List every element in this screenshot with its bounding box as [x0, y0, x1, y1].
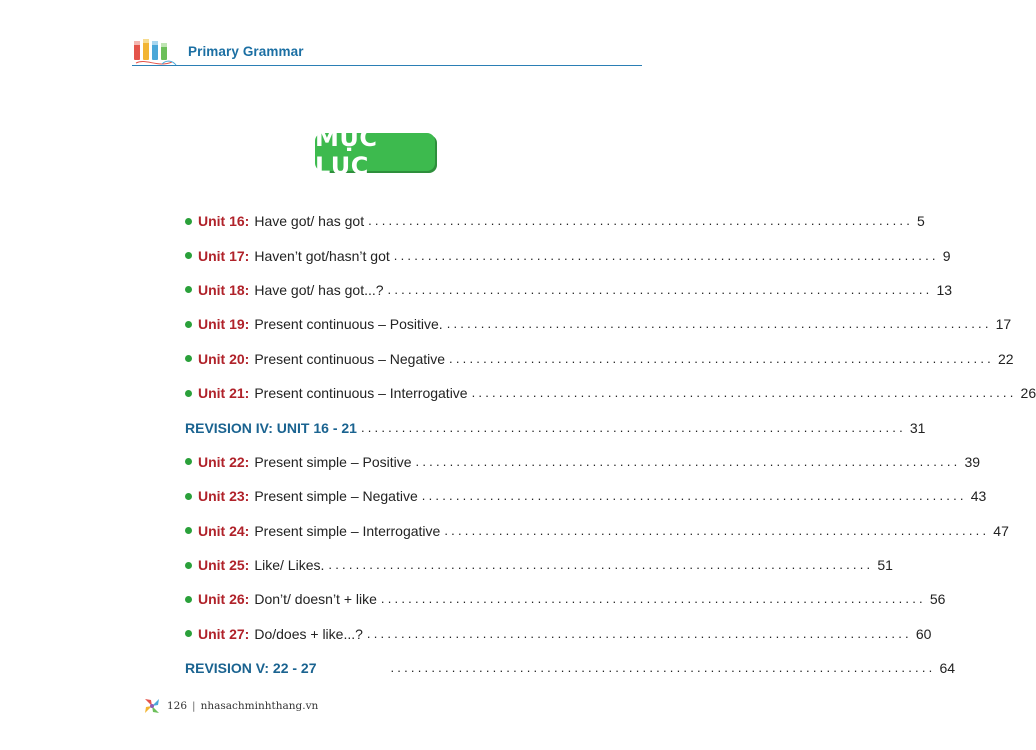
bullet-icon	[185, 630, 192, 637]
unit-label: Unit 20:	[198, 350, 250, 367]
table-of-contents	[185, 204, 1036, 685]
page-number: 56	[929, 591, 946, 608]
toc-entry	[185, 376, 1036, 410]
bullet-icon	[185, 596, 192, 603]
unit-topic: Do/does + like...?	[254, 625, 363, 642]
dot-leader: ................................................................................	[390, 660, 936, 676]
publisher-logo-icon	[143, 697, 161, 715]
dot-leader: ................................................................................	[415, 453, 961, 469]
unit-label: Unit 21:	[198, 385, 250, 402]
toc-entry	[185, 514, 1009, 548]
unit-label: Unit 17:	[198, 247, 250, 264]
bullet-icon	[185, 493, 192, 500]
unit-topic: Present simple – Interrogative	[254, 522, 441, 539]
page-number: 64	[939, 660, 956, 677]
page-number: 17	[995, 316, 1012, 333]
page-number: 13	[936, 281, 953, 298]
bullet-icon	[185, 458, 192, 465]
dot-leader: ................................................................................	[387, 281, 933, 297]
header-divider	[132, 65, 642, 66]
toc-entry	[185, 238, 951, 272]
footer-page-number: 126	[167, 700, 188, 712]
unit-topic: Present continuous – Interrogative	[254, 385, 468, 402]
unit-label: Unit 18:	[198, 281, 250, 298]
dot-leader: ................................................................................	[446, 316, 992, 332]
page-number: 60	[915, 625, 932, 642]
dot-leader: ................................................................................	[366, 625, 912, 641]
toc-entry	[185, 582, 946, 616]
footer-separator: |	[192, 700, 196, 712]
dot-leader: ................................................................................	[328, 557, 874, 573]
toc-entry	[185, 307, 1012, 341]
toc-entry	[185, 617, 932, 651]
bullet-icon	[185, 286, 192, 293]
bullet-icon	[185, 218, 192, 225]
page-number: 22	[997, 350, 1014, 367]
bullet-icon	[185, 527, 192, 534]
bullet-icon	[185, 355, 192, 362]
page-number: 31	[909, 419, 926, 436]
unit-label: Unit 23:	[198, 488, 250, 505]
unit-topic: Present simple – Negative	[254, 488, 418, 505]
revision-label: REVISION V: 22 - 27	[185, 660, 317, 677]
page-footer	[143, 696, 318, 716]
dot-leader: ................................................................................	[393, 247, 939, 263]
dot-leader: ................................................................................	[380, 591, 926, 607]
page-number: 26	[1020, 385, 1036, 402]
page-number: 9	[942, 247, 951, 264]
toc-revision-entry	[185, 410, 926, 444]
unit-label: Unit 22:	[198, 453, 250, 470]
footer-website: nhasachminhthang.vn	[200, 700, 319, 712]
page-number: 39	[964, 453, 981, 470]
header-title: Primary Grammar	[188, 44, 304, 59]
dot-leader: ................................................................................	[444, 522, 990, 538]
toc-entry	[185, 342, 1014, 376]
bullet-icon	[185, 252, 192, 259]
page-number: 51	[877, 557, 893, 574]
unit-topic: Present continuous – Positive.	[254, 316, 443, 333]
unit-topic: Don’t/ doesn’t + like	[254, 591, 377, 608]
page-number: 43	[970, 488, 987, 505]
unit-label: Unit 25:	[198, 557, 250, 574]
dot-leader: ................................................................................	[449, 350, 994, 366]
toc-entry	[185, 204, 925, 238]
unit-topic: Present continuous – Negative	[254, 350, 446, 367]
unit-topic: Haven’t got/hasn’t got	[254, 247, 390, 264]
page-header	[132, 36, 642, 68]
title-badge	[315, 124, 435, 180]
toc-revision-entry	[185, 651, 956, 685]
dot-leader: ................................................................................	[421, 488, 967, 504]
dot-leader: ................................................................................	[368, 213, 914, 229]
unit-topic: Like/ Likes.	[254, 557, 325, 574]
dot-leader: ................................................................................	[471, 385, 1017, 401]
unit-label: Unit 16:	[198, 213, 250, 230]
page-number: 47	[993, 522, 1009, 539]
revision-label: REVISION IV: UNIT 16 - 21	[185, 419, 357, 436]
unit-label: Unit 27:	[198, 625, 250, 642]
unit-label: Unit 19:	[198, 316, 250, 333]
pencils-icon	[132, 38, 178, 68]
bullet-icon	[185, 321, 192, 328]
unit-label: Unit 26:	[198, 591, 250, 608]
toc-entry	[185, 445, 981, 479]
toc-entry	[185, 273, 953, 307]
bullet-icon	[185, 390, 192, 397]
toc-entry	[185, 479, 987, 513]
dot-leader: ................................................................................	[360, 419, 906, 435]
unit-topic: Have got/ has got	[254, 213, 365, 230]
unit-topic: Have got/ has got...?	[254, 281, 384, 298]
toc-entry	[185, 548, 893, 582]
unit-topic: Present simple – Positive	[254, 453, 412, 470]
bullet-icon	[185, 562, 192, 569]
unit-label: Unit 24:	[198, 522, 250, 539]
page-number: 5	[917, 213, 925, 230]
page-title: MỤC LỤC	[315, 124, 378, 180]
